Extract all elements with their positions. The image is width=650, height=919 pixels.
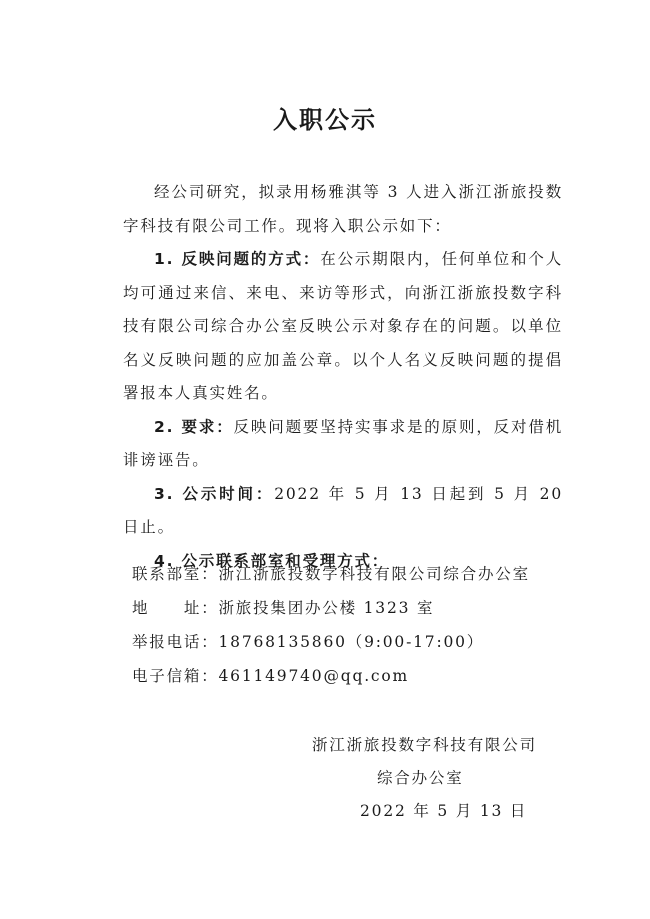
document-title: 入职公示 [273,106,377,134]
intro-paragraph: 经公司研究，拟录用杨雅淇等 3 人进入浙江浙旅投数字科技有限公司工作。现将入职公示如下： [123,183,563,235]
item-2-label: 2. 要求： [154,417,234,436]
signature-date: 2022 年 5 月 13 日 [360,802,528,820]
item-1-text: 在公示期限内，任何单位和个人均可通过来信、来电、来访等形式，向浙江浙旅投数字科技有限公司综合办公室反映公示对象存在的问题。以单位名义反映问题的应加盖公章。以个人名义反映问题的提倡署报本人真实姓名。 [123,250,563,402]
item-3-text: 2022 年 5 月 13 日起到 5 月 20 日止。 [123,484,563,536]
contact-dept: 联系部室：浙江浙旅投数字科技有限公司综合办公室 [132,565,530,583]
signature-company: 浙江浙旅投数字科技有限公司 [312,736,537,754]
contact-address: 地 址：浙旅投集团办公楼 1323 室 [132,599,435,617]
contact-phone: 举报电话：18768135860（9:00-17:00） [132,633,485,651]
item-2-paragraph [123,411,563,478]
contact-email: 电子信箱：461149740@qq.com [132,667,410,685]
signature-office: 综合办公室 [377,769,464,787]
item-4-label: 4. 公示联系部室和受理方式： [154,551,390,570]
item-2-text: 反映问题要坚持实事求是的原则，反对借机诽谤诬告。 [123,417,564,469]
item-1-label: 1. 反映问题的方式： [154,250,321,268]
notice-body [123,176,563,578]
item-3-label: 3. 公示时间： [154,484,275,503]
item-1-paragraph [123,243,563,411]
item-3-paragraph [123,478,563,545]
